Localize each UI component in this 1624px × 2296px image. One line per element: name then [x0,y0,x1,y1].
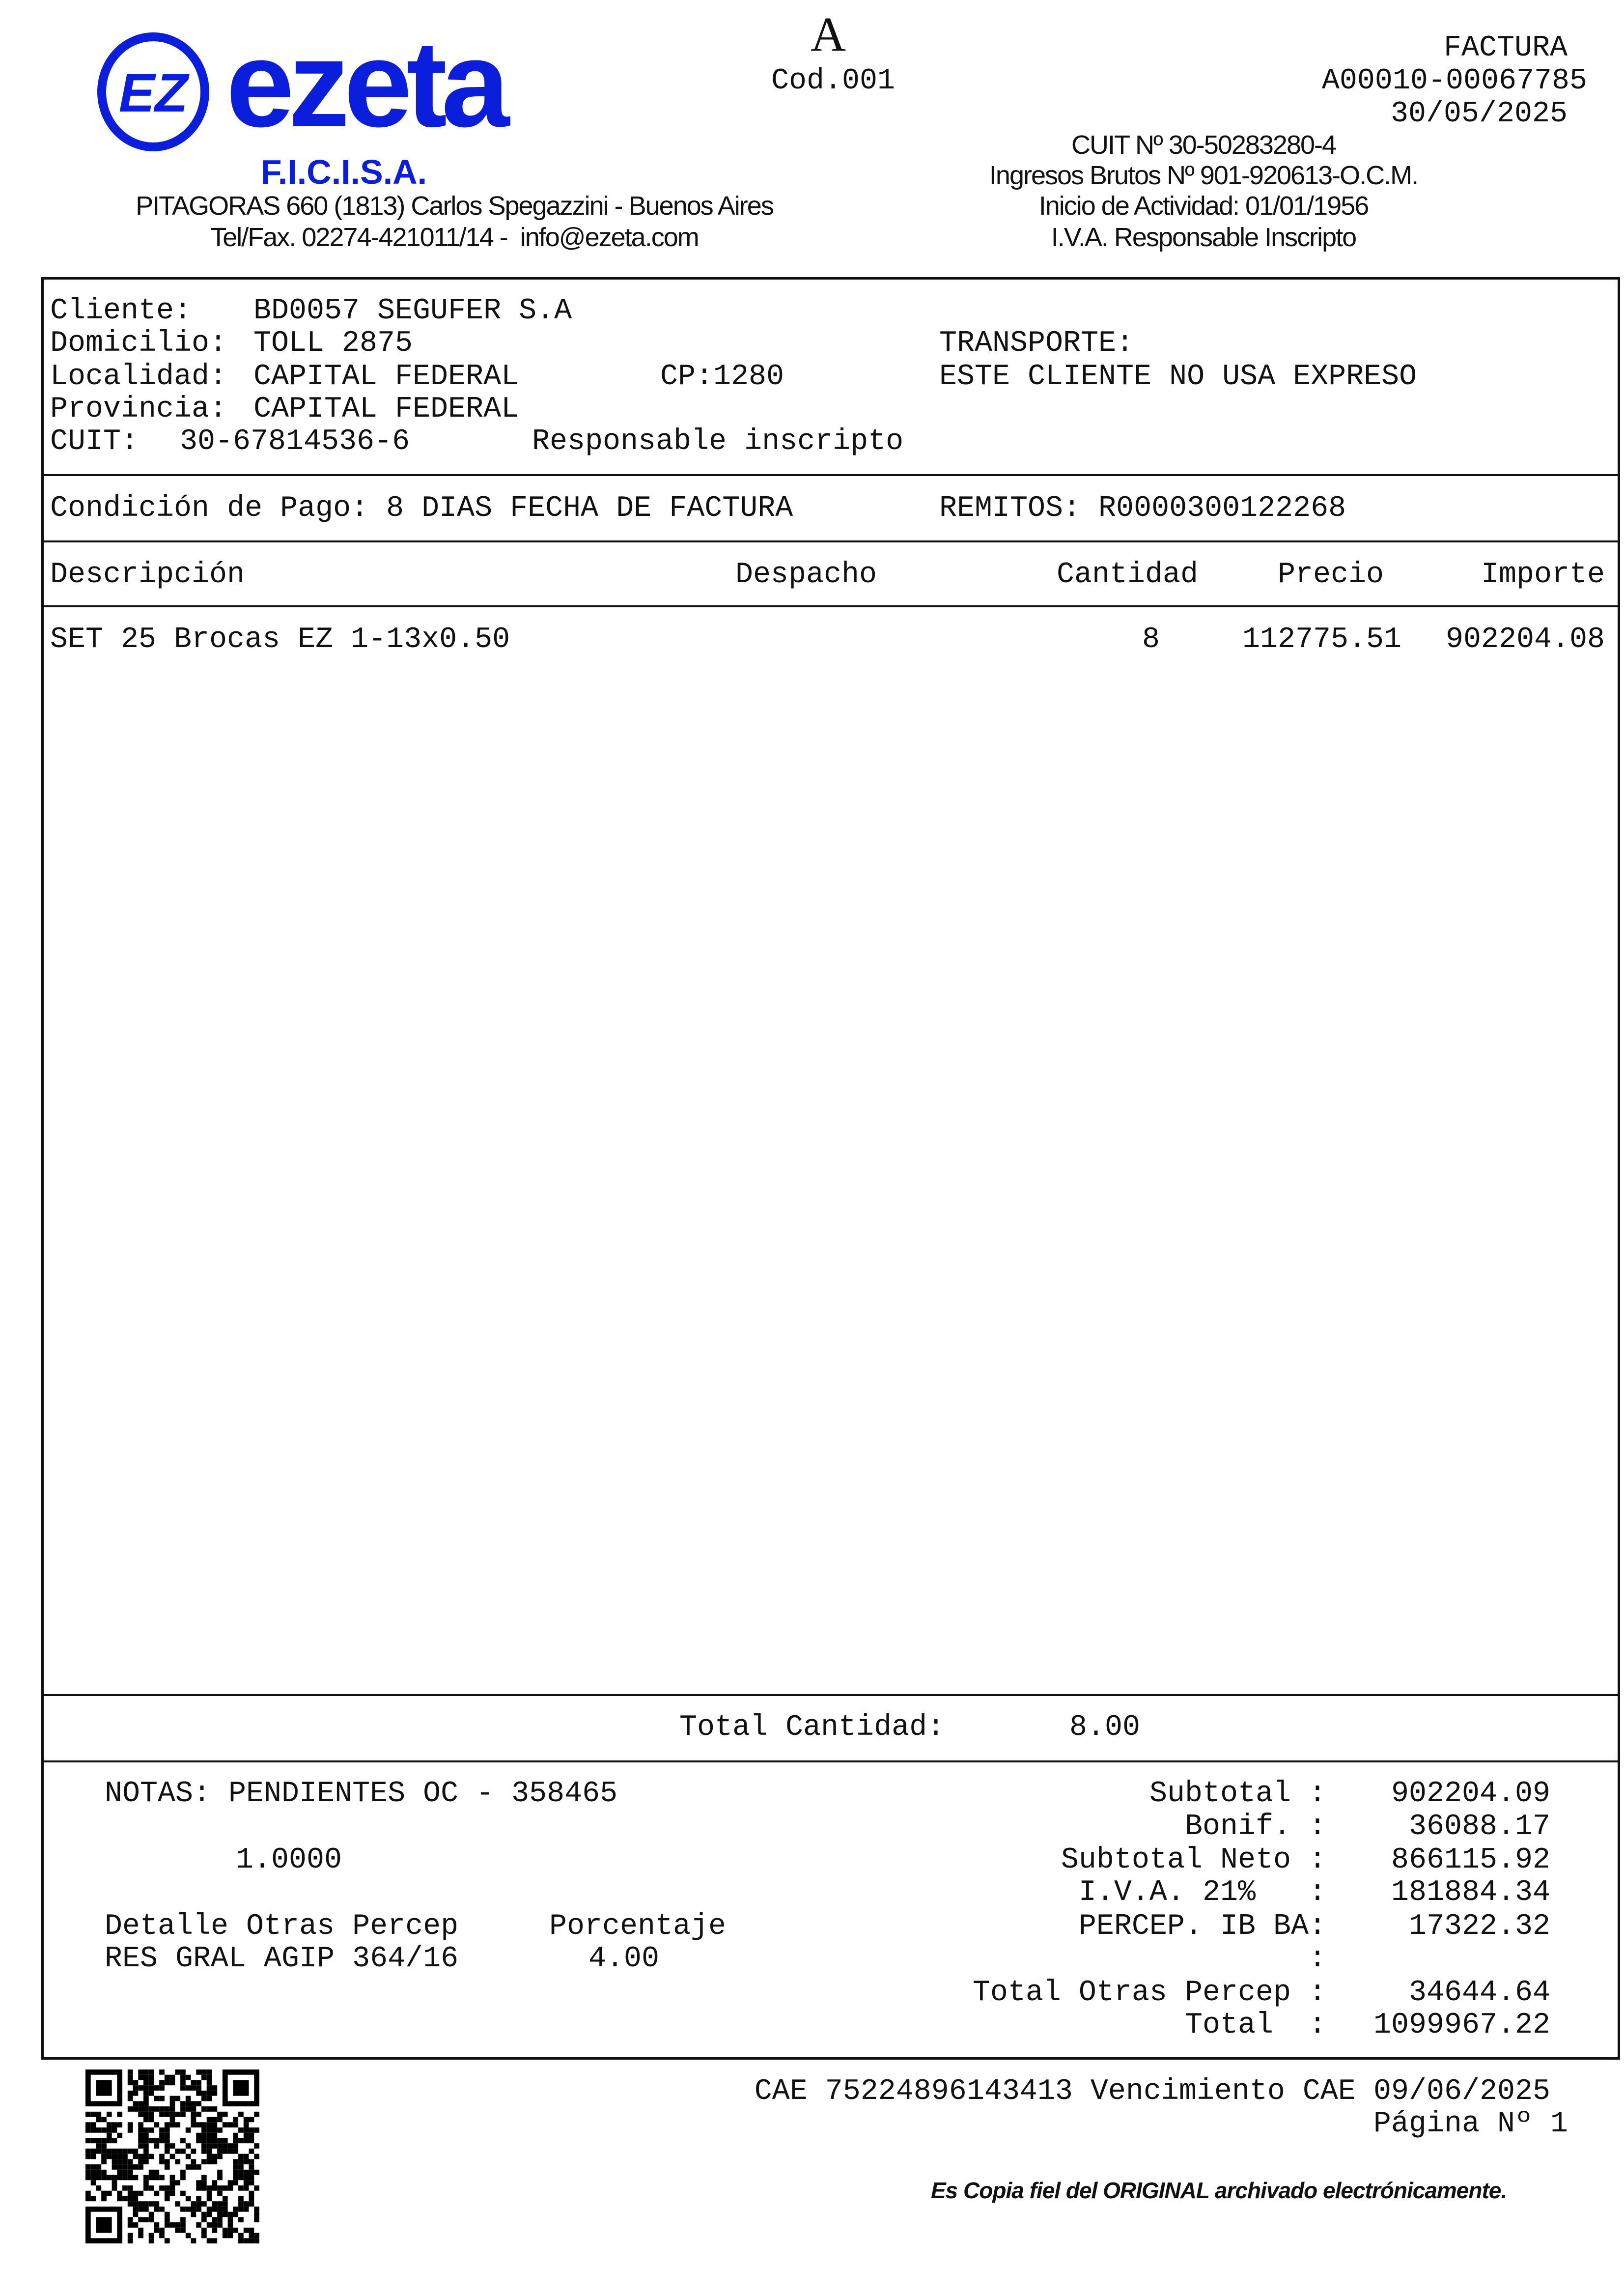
logo-wordmark: ezeta [226,30,504,152]
doc-type: FACTURA [1443,31,1568,65]
total-label: I.V.A. 21% : [1078,1876,1326,1909]
divider [41,1694,1618,1696]
payment-condition: Condición de Pago: 8 DIAS FECHA DE FACTURA [50,492,793,525]
percep-header-pct: Porcentaje [549,1910,727,1943]
total-value: 34644.64 [1408,1976,1550,2010]
localidad-value: CAPITAL FEDERAL [253,360,519,394]
domicilio-value: TOLL 2875 [253,327,413,360]
remitos: REMITOS: R0000300122268 [939,492,1346,525]
total-label: Subtotal : [1149,1777,1326,1811]
invoice-letter: A [811,7,846,61]
localidad-label: Localidad: [50,360,227,394]
column-header-descripcion: Descripción [50,558,245,592]
copy-note: Es Copia fiel del ORIGINAL archivado electrónicamente. [931,2178,1507,2203]
invoice-date: 30/05/2025 [1390,97,1568,131]
total-cantidad-value: 8.00 [1069,1711,1141,1744]
column-header-despacho: Despacho [735,558,877,592]
ingresos-brutos: Ingresos Brutos Nº 901-920613-O.C.M. [989,161,1418,190]
inicio-actividad: Inicio de Actividad: 01/01/1956 [1038,191,1369,221]
column-header-cantidad: Cantidad [1056,558,1198,592]
cae-info: CAE 75224896143413 Vencimiento CAE 09/06/2025 [754,2075,1550,2108]
total-label: Total Otras Percep : [972,1976,1326,2010]
total-value: 181884.34 [1391,1876,1550,1909]
item-amount: 902204.08 [1445,623,1605,656]
logo-suffix: F.I.C.I.S.A. [260,153,427,188]
total-label: PERCEP. IB BA: [1078,1910,1326,1943]
item-quantity: 8 [1142,623,1160,656]
total-value: 36088.17 [1408,1810,1550,1843]
total-label: : [1308,1942,1326,1976]
invoice-number: A00010-00067785 [1321,64,1587,98]
domicilio-label: Domicilio: [50,327,227,360]
client-cuit-value: 30-67814536-6 [180,425,410,458]
iva-condition: I.V.A. Responsable Inscripto [1051,223,1356,252]
company-contact: Tel/Fax. 02274-421011/14 - info@ezeta.com [210,223,699,252]
total-cantidad-label: Total Cantidad: [679,1711,945,1744]
total-value: 1099967.22 [1373,2009,1550,2042]
divider [41,1760,1618,1762]
item-description: SET 25 Brocas EZ 1-13x0.50 [50,623,510,656]
percep-header-detail: Detalle Otras Percep [105,1910,459,1943]
total-value: 17322.32 [1408,1910,1550,1943]
postal-code: CP:1280 [660,360,784,394]
client-cuit-label: CUIT: [50,425,139,458]
percep-detail: RES GRAL AGIP 364/16 [105,1942,459,1976]
factor: 1.0000 [236,1843,342,1877]
total-label: Bonif. : [1184,1810,1326,1843]
ezeta-logo [88,30,678,188]
invoice-code: Cod.001 [771,64,896,98]
item-price: 112775.51 [1242,623,1401,656]
provincia-label: Provincia: [50,393,227,426]
column-header-importe: Importe [1481,558,1605,592]
total-value: 866115.92 [1391,1843,1550,1877]
provincia-value: CAPITAL FEDERAL [253,393,519,426]
divider [41,605,1618,607]
divider [41,474,1618,476]
transporte-value: ESTE CLIENTE NO USA EXPRESO [939,360,1417,394]
transporte-label: TRANSPORTE: [939,327,1134,360]
notes: NOTAS: PENDIENTES OC - 358465 [105,1777,618,1811]
cliente-value: BD0057 SEGUFER S.A [253,294,572,328]
cliente-label: Cliente: [50,294,192,328]
divider [41,540,1618,542]
company-cuit: CUIT Nº 30-50283280-4 [1071,130,1336,160]
total-label: Subtotal Neto : [1061,1843,1326,1877]
qr-code-icon [85,2069,259,2243]
client-iva-condition: Responsable inscripto [532,425,904,458]
logo-monogram: EZ [118,63,188,123]
total-value: 902204.09 [1391,1777,1550,1811]
page-number: Página Nº 1 [1373,2107,1568,2141]
company-address: PITAGORAS 660 (1813) Carlos Spegazzini - Buenos Aires [136,191,773,221]
total-label: Total : [1184,2009,1326,2042]
column-header-precio: Precio [1277,558,1384,592]
percep-pct: 4.00 [588,1942,660,1976]
